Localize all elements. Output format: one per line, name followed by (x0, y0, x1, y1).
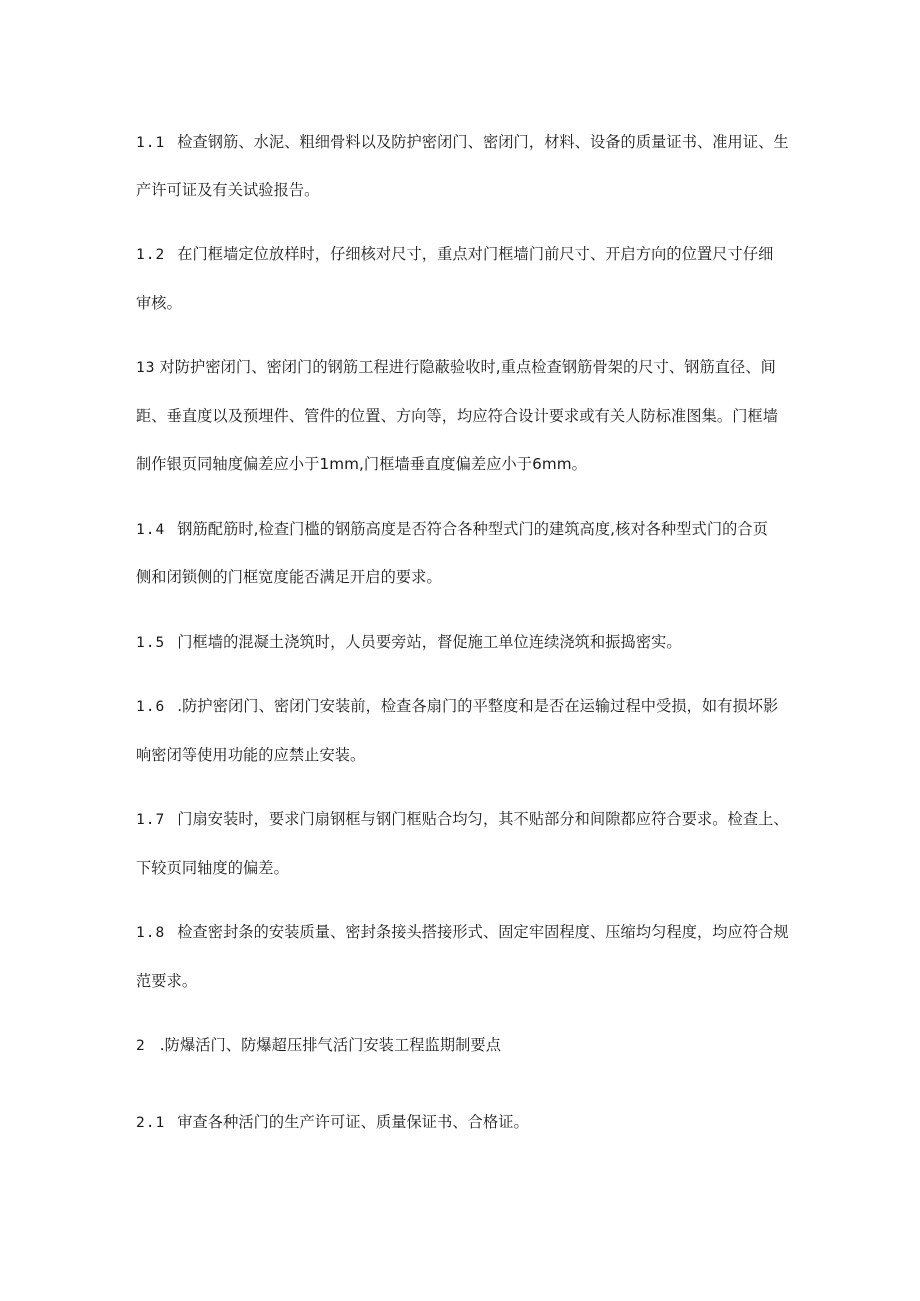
paragraph-text: 侧和闭锁侧的门框宽度能否满足开启的要求。 (136, 568, 442, 586)
paragraph-text: 产许可证及有关试验报告。 (136, 181, 320, 199)
paragraph-1-6-line-1 (136, 696, 796, 717)
section-number: 1.1 (136, 135, 166, 151)
section-2-heading (136, 1035, 796, 1056)
paragraph-2-1-line-1 (136, 1112, 796, 1133)
section-heading-text: .防爆活门、防爆超压排气活门安装工程监期制要点 (159, 1036, 501, 1054)
section-number: 13 (136, 360, 156, 376)
section-number: 1.2 (136, 247, 166, 263)
section-number: 1.7 (136, 812, 166, 828)
paragraph-1-7-line-2 (136, 858, 796, 878)
paragraph-text: 审查各种活门的生产许可证、质量保证书、合格证。 (177, 1113, 529, 1131)
paragraph-1-4-line-1 (136, 519, 796, 540)
paragraph-1-8-line-1 (136, 922, 796, 943)
paragraph-text: .防护密闭门、密闭门安装前，检查各扇门的平整度和是否在运输过程中受损，如有损坏影 (177, 697, 779, 715)
paragraph-text: 下较页同轴度的偏差。 (136, 859, 289, 877)
paragraph-1-6-line-2 (136, 745, 796, 765)
section-number: 1.5 (136, 635, 166, 651)
paragraph-1-5-line-1 (136, 632, 796, 653)
paragraph-1-3-line-1 (136, 357, 796, 378)
section-number: 1.8 (136, 925, 166, 941)
paragraph-text: 检查钢筋、水泥、粗细骨料以及防护密闭门、密闭门，材料、设备的质量证书、准用证、生 (177, 133, 789, 151)
section-number: 1.6 (136, 699, 166, 715)
paragraph-text: 在门框墙定位放样时，仔细核对尺寸，重点对门框墙门前尺寸、开启方向的位置尺寸仔细 (177, 245, 774, 263)
paragraph-text: 钢筋配筋时,检查门槛的钢筋高度是否符合各种型式门的建筑高度,核对各种型式门的合页 (177, 520, 768, 538)
paragraph-1-4-line-2 (136, 567, 796, 587)
paragraph-1-2-line-2 (136, 293, 796, 313)
paragraph-text: 门扇安装时，要求门扇钢框与钢门框贴合均匀，其不贴部分和间隙都应符合要求。检查上、 (177, 810, 789, 828)
section-number: 1.4 (136, 522, 166, 538)
paragraph-text: 对防护密闭门、密闭门的钢筋工程进行隐蔽验收时,重点检查钢筋骨架的尺寸、钢筋直径、间 (159, 358, 776, 376)
paragraph-1-7-line-1 (136, 809, 796, 830)
paragraph-text: 响密闭等使用功能的应禁止安装。 (136, 746, 366, 764)
paragraph-text: 审核。 (136, 294, 182, 312)
section-number: 2 (136, 1038, 146, 1054)
paragraph-text: 制作银页同轴度偏差应小于1mm,门框墙垂直度偏差应小于6mm。 (136, 455, 587, 473)
paragraph-1-3-line-3 (136, 454, 796, 474)
paragraph-text: 范要求。 (136, 972, 198, 990)
paragraph-1-1-line-2 (136, 180, 796, 200)
paragraph-1-2-line-1 (136, 244, 796, 265)
paragraph-text: 距、垂直度以及预埋件、管件的位置、方向等，均应符合设计要求或有关人防标准图集。门框墙 (136, 407, 779, 425)
paragraph-1-3-line-2 (136, 406, 796, 426)
paragraph-text: 检查密封条的安装质量、密封条接头搭接形式、固定牢固程度、压缩均匀程度，均应符合规 (177, 923, 789, 941)
paragraph-1-8-line-2 (136, 971, 796, 991)
paragraph-text: 门框墙的混凝土浇筑时，人员要旁站，督促施工单位连续浇筑和振捣密实。 (177, 633, 682, 651)
paragraph-1-1-line-1 (136, 132, 796, 153)
section-number: 2.1 (136, 1115, 166, 1131)
